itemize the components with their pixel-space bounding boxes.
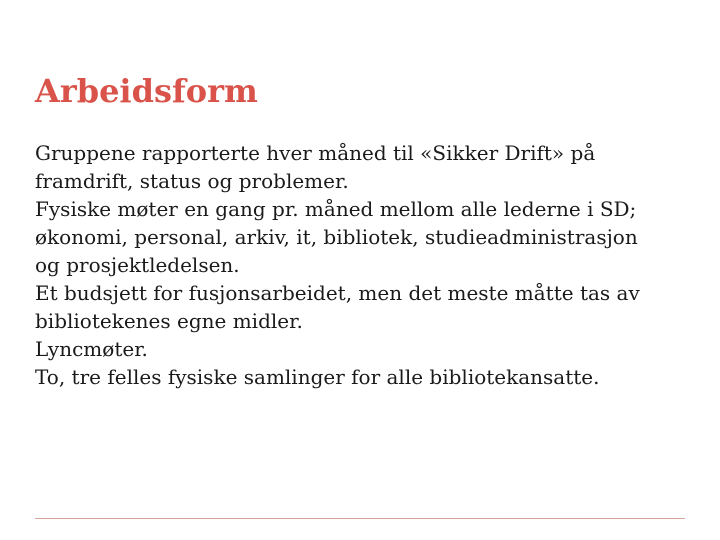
paragraph-monthly-reporting: Gruppene rapporterte hver måned til «Sikker Drift» på framdrift, status og problemer.: [35, 141, 596, 193]
paragraph-lync-meetings: Lyncmøter.: [35, 337, 148, 361]
paragraph-joint-gatherings: To, tre felles fysiske samlinger for alle bibliotekansatte.: [35, 365, 600, 389]
footer-divider: [35, 518, 685, 519]
paragraph-budget: Et budsjett for fusjonsarbeidet, men det meste måtte tas av bibliotekenes egne midler.: [35, 281, 640, 333]
slide-title: Arbeidsform: [35, 72, 258, 110]
paragraph-physical-meetings: Fysiske møter en gang pr. måned mellom alle lederne i SD; økonomi, personal, arkiv, it, bibliotek, studieadministrasjon og prosjektledelsen.: [35, 197, 638, 277]
slide-body: [35, 139, 695, 391]
